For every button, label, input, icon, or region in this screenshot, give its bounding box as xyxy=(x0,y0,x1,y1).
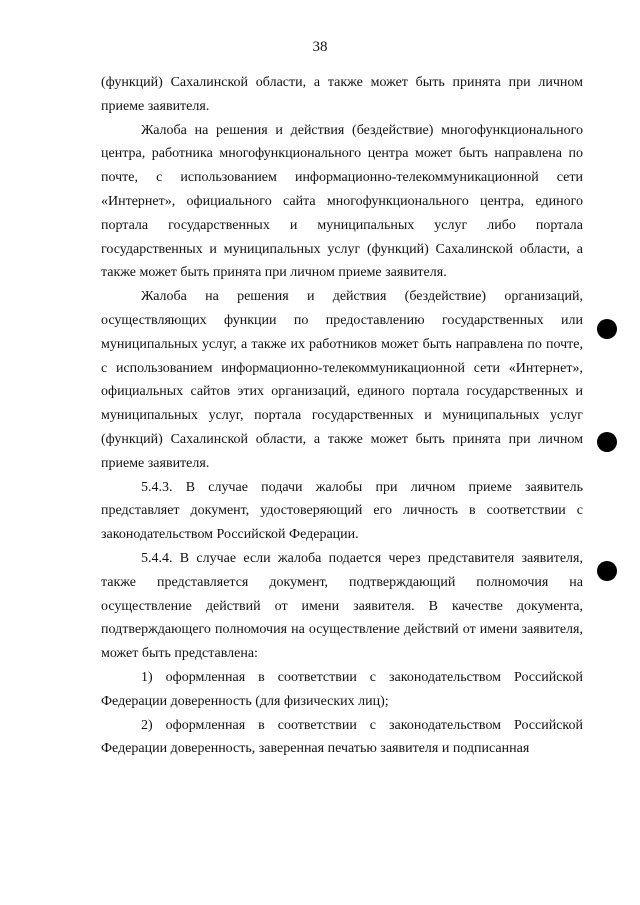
punch-hole-mark xyxy=(597,561,617,581)
paragraph-organizations-complaint: Жалоба на решения и действия (бездействие) организаций, осуществляющих функции по предоставлению государственных или муниципальных услуг, а также их работников может быть направлена по почте, с использованием информационно-телекоммуникационной сети «Интернет», официальных сайтов этих организаций, единого портала государственных и муниципальных услуг, портала государственных и муниципальных услуг (функций) Сахалинской области, а также может быть принята при личном приеме заявителя. xyxy=(101,289,583,471)
punch-hole-mark xyxy=(597,432,617,452)
paragraph-5-4-4: 5.4.4. В случае если жалоба подается через представителя заявителя, также представляется документ, подтверждающий полномочия на осуществление действий от имени заявителя. В качестве документа, подтверждающего полномочия на осуществление действий от имени заявителя, может быть представлена: xyxy=(101,550,583,662)
document-body xyxy=(101,71,583,761)
list-item-1: 1) оформленная в соответствии с законодательством Российской Федерации доверенность (для физических лиц); xyxy=(101,669,583,709)
list-item-2: 2) оформленная в соответствии с законодательством Российской Федерации доверенность, заверенная печатью заявителя и подписанная xyxy=(101,717,583,757)
paragraph-continuation: (функций) Сахалинской области, а также может быть принята при личном приеме заявителя. xyxy=(101,75,583,114)
paragraph-5-4-3: 5.4.3. В случае подачи жалобы при личном приеме заявитель представляет документ, удостоверяющий его личность в соответствии с законодательством Российской Федерации. xyxy=(101,479,583,543)
paragraph-mfc-complaint: Жалоба на решения и действия (бездействие) многофункционального центра, работника многофункционального центра может быть направлена по почте, с использованием информационно-телекоммуникационной сети «Интернет», официального сайта многофункционального центра, единого портала государственных и муниципальных услуг либо портала государственных и муниципальных услуг (функций) Сахалинской области, а также может быть принята при личном приеме заявителя. xyxy=(101,122,583,281)
punch-hole-mark xyxy=(597,319,617,339)
page-number: 38 xyxy=(312,39,328,55)
